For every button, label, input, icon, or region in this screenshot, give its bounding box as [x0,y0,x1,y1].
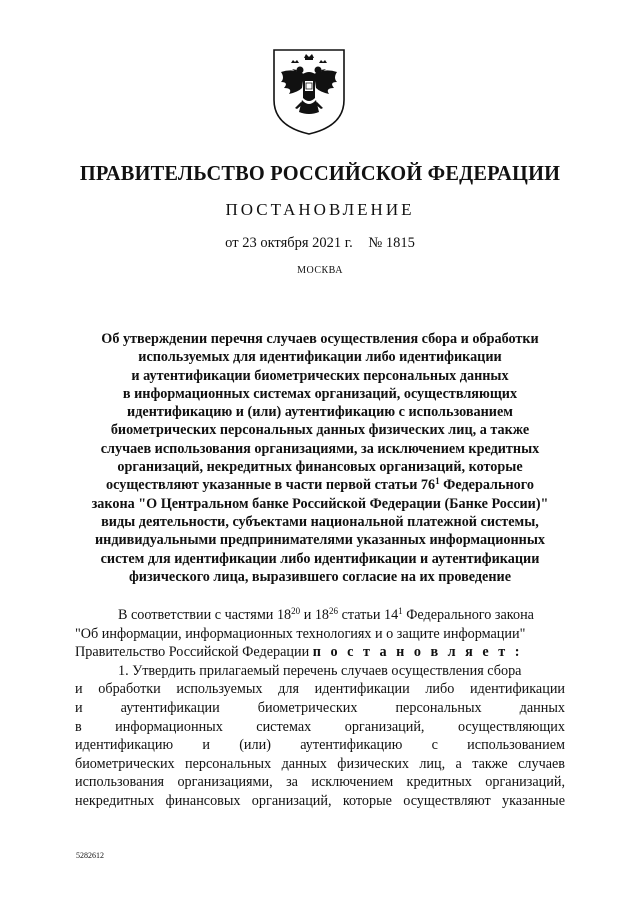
title-line-text: осуществляют указанные в части первой статьи 76 [106,477,436,494]
document-type: ПОСТАНОВЛЕНИЕ [225,200,415,219]
paragraph-line: биометрических персональных данных физических лиц, а также случаев [75,755,565,772]
title-line: и аутентификации биометрических персональных данных [131,367,509,384]
city: МОСКВА [297,265,343,276]
text: Федерального закона [406,607,534,623]
paragraph-line: "Об информации, информационных технологиях и о защите информации" [75,625,526,642]
title-line: физического лица, выразившего согласие на их проведение [128,568,511,585]
paragraph-line: и аутентификации биометрических персональных данных [75,699,565,716]
paragraph-line: в информационных системах организаций, осуществляющих [75,718,565,735]
superscript: 1 [398,606,403,616]
paragraph-line: и обработки используемых для идентификации либо идентификации [75,681,565,698]
paragraph-line: использования организациями, за исключением кредитных организаций, [75,774,565,791]
title-line: закона "О Центральном банке Российской Федерации (Банке России)" [91,495,549,512]
title-line: индивидуальными предпринимателями указанных информационных [94,532,546,549]
date-line [0,235,640,252]
title-line [70,476,570,494]
document-date: от 23 октября 2021 г. [225,235,353,251]
paragraph-line: некредитных финансовых организаций, которые осуществляют указанные [75,792,565,809]
title-line: идентификацию и (или) аутентификацию с использованием [127,404,513,421]
government-title: ПРАВИТЕЛЬСТВО РОССИЙСКОЙ ФЕДЕРАЦИИ [79,161,561,185]
paragraph-line [75,606,565,625]
title-line: случаев использования организациями, за исключением кредитных [100,440,540,457]
footer-code: 5282612 [76,851,104,860]
superscript: 1 [435,476,440,487]
resolves-word: п о с т а н о в л я е т : [312,644,523,661]
coat-of-arms-emblem [271,48,347,136]
text: В соответствии с частями 18 [118,607,292,623]
title-line: биометрических персональных данных физических лиц, а также [110,422,530,439]
title-line: в информационных системах организаций, осуществляющих [122,385,518,402]
paragraph-line: идентификацию и (или) аутентификацию с использованием [75,737,565,754]
title-line-text: Федерального [443,477,534,494]
text: Правительство Российской Федерации [75,644,310,661]
text: и 18 [303,607,330,623]
title-line: организаций, некредитных финансовых организаций, которые [117,459,523,476]
text: статьи 14 [341,607,399,623]
title-line: виды деятельности, субъектами национальной платежной системы, [101,513,539,530]
title-line: систем для идентификации либо идентификации и аутентификации [100,550,540,567]
paragraph-line: 1. Утвердить прилагаемый перечень случаев осуществления сбора [118,662,522,679]
title-line: используемых для идентификации либо идентификации [138,349,502,366]
document-number: № 1815 [368,235,415,251]
paragraph-line [75,643,565,662]
superscript: 20 [291,606,301,616]
superscript: 26 [329,606,339,616]
document-body [75,606,565,811]
title-line: Об утверждении перечня случаев осуществления сбора и обработки [101,331,539,347]
document-title [70,330,570,586]
